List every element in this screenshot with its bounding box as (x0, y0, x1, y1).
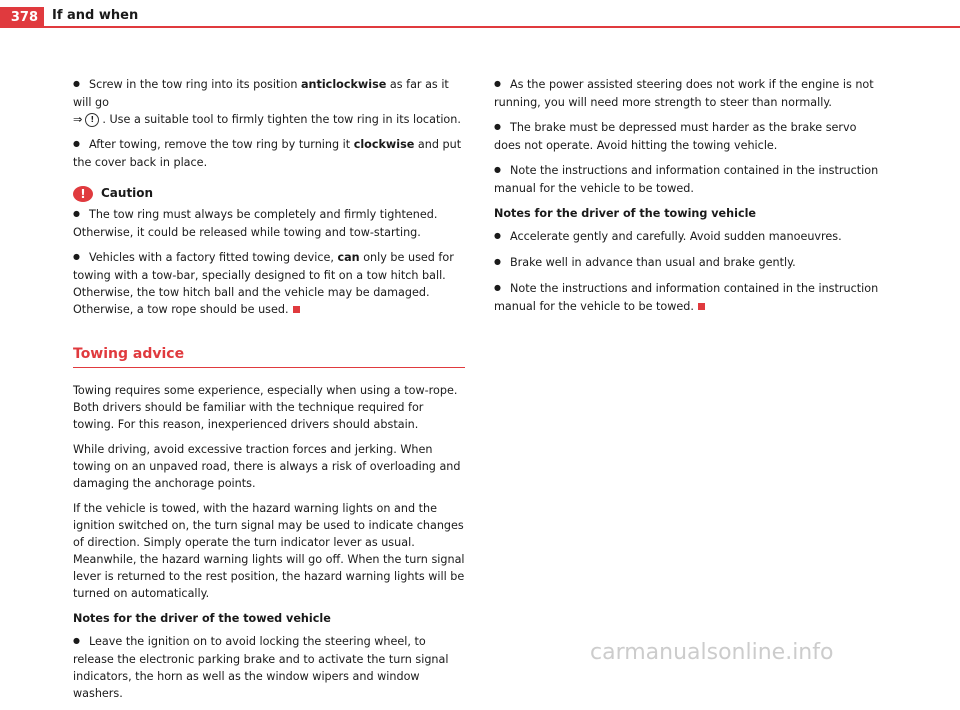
running-title: If and when (52, 8, 139, 23)
page-header (0, 0, 960, 28)
page-number: 378 (0, 7, 44, 28)
text: The brake must be depressed must harder as the brake servo does not operate. Avoid hitting the towing vehicle. (494, 121, 857, 152)
text: Vehicles with a factory fitted towing device, (88, 251, 338, 264)
caution-item (73, 206, 465, 241)
caution-ref-icon[interactable]: ! (85, 113, 99, 127)
section-rule (73, 367, 465, 368)
text: As the power assisted steering does not work if the engine is not running, you will need more strength to steer than normally. (494, 78, 874, 109)
list-item (494, 254, 886, 272)
text: . Use a suitable tool to firmly tighten the tow ring in its location. (102, 113, 461, 126)
right-column (494, 76, 886, 323)
text: The tow ring must always be completely and firmly tightened. Otherwise, it could be released while towing and tow-starting. (73, 208, 438, 239)
text: Brake well in advance than usual and brake gently. (509, 256, 796, 269)
subheading: Notes for the driver of the towing vehicle (494, 207, 756, 220)
cross-reference-arrow[interactable]: ⇒ (73, 113, 83, 126)
text: as far as it will go (73, 78, 449, 109)
left-column (73, 76, 465, 710)
bold-text: clockwise (353, 138, 415, 151)
list-item (73, 136, 465, 171)
caution-header (73, 185, 465, 202)
list-item (494, 280, 886, 315)
end-marker (698, 303, 705, 310)
text: and put the cover back in place. (73, 138, 462, 169)
header-rule (44, 26, 960, 28)
list-item (73, 633, 465, 702)
caution-title: Caution (101, 186, 154, 200)
list-item (494, 228, 886, 246)
paragraph: While driving, avoid excessive traction forces and jerking. When towing on an unpaved road, there is always a risk of overloading and damaging the anchorage points. (73, 443, 461, 490)
caution-item (73, 249, 465, 318)
paragraph: Towing requires some experience, especially when using a tow-rope. Both drivers should be familiar with the technique required for towing. For this reason, inexperienced drivers should abstain. (73, 384, 458, 431)
bold-text: can (337, 251, 360, 264)
caution-icon: ! (73, 186, 93, 202)
text: Accelerate gently and carefully. Avoid sudden manoeuvres. (509, 230, 842, 243)
text: Note the instructions and information contained in the instruction manual for the vehicle to be towed. (494, 164, 879, 195)
watermark: carmanualsonline.info (590, 640, 834, 665)
paragraph: If the vehicle is towed, with the hazard warning lights on and the ignition switched on, the turn signal may be used to indicate changes of direction. Simply operate the turn indicator lever as usual. Meanwhile, the hazard warning lights will go off. When the turn signal lever is returned to the rest position, the hazard warning lights will be turned on automatically. (73, 502, 465, 600)
text: only be used for towing with a tow-bar, specially designed to fit on a tow hitch ball. Otherwise, the tow hitch ball and the vehicle may be damaged. Otherwise, a tow rope should be used. (73, 251, 454, 316)
text: Screw in the tow ring into its position (88, 78, 301, 91)
list-item (73, 76, 465, 128)
text: Leave the ignition on to avoid locking the steering wheel, to release the electronic parking brake and to activate the turn signal indicators, the horn as well as the window wipers and window washers. (73, 635, 449, 700)
text: Note the instructions and information contained in the instruction manual for the vehicle to be towed. (494, 282, 879, 313)
end-marker (293, 306, 300, 313)
subheading: Notes for the driver of the towed vehicle (73, 612, 331, 625)
list-item (494, 162, 886, 197)
list-item (494, 76, 886, 111)
text: After towing, remove the tow ring by turning it (88, 138, 354, 151)
section-title: Towing advice (73, 346, 185, 362)
list-item (494, 119, 886, 154)
bold-text: anticlockwise (300, 78, 387, 91)
